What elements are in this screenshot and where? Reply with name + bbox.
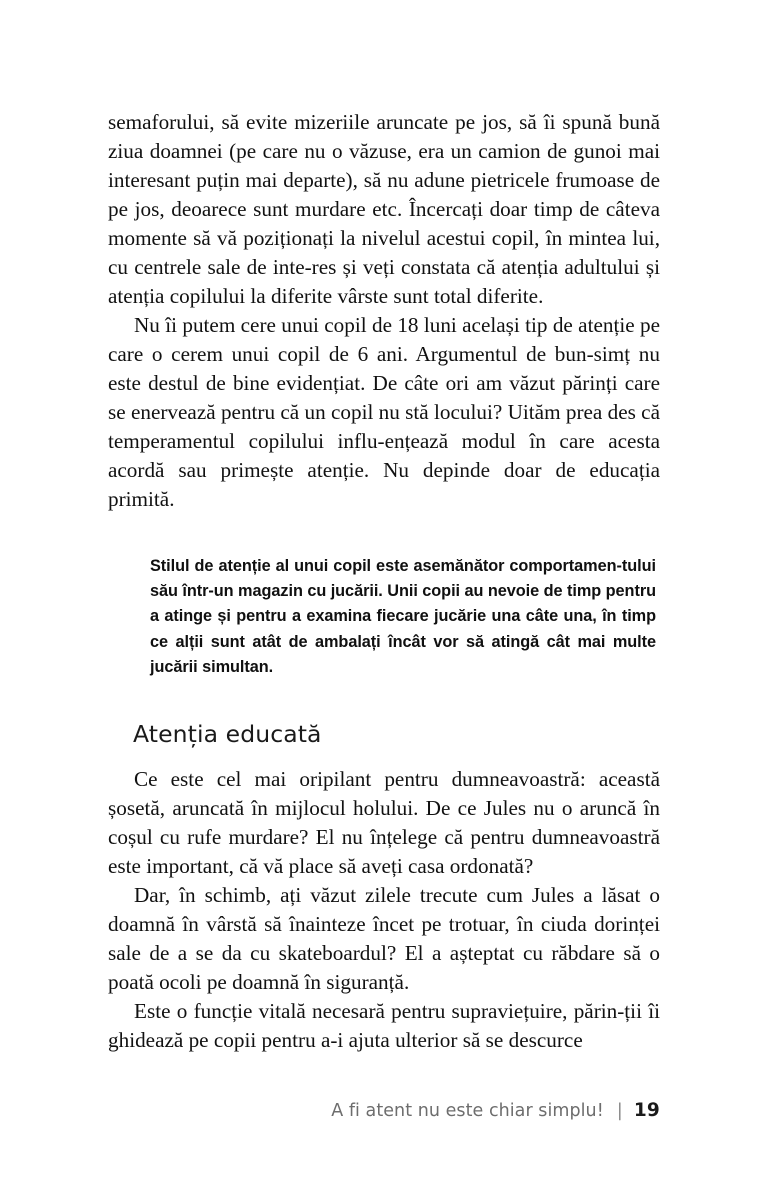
callout-text: Stilul de atenție al unui copil este asemănător comportamen-tului său într-un magazin cu jucării. Unii copii au nevoie de timp pentru a atinge și pentru a examina fiecare jucărie una câte una, în timp ce alții sunt atât de ambalați încât vor să atingă cât mai multe jucării simultan. — [150, 557, 656, 676]
paragraph-sosetă: Ce este cel mai oripilant pentru dumneavoastră: această șosetă, aruncată în mijlocul holului. De ce Jules nu o aruncă în coșul cu rufe murdare? El nu înțelege că pentru dumneavoastră este important, că vă place să aveți casa ordonată? — [108, 767, 660, 879]
text-column — [108, 108, 660, 1055]
paragraph-skateboard: Dar, în schimb, ați văzut zilele trecute cum Jules a lăsat o doamnă în vârstă să înainteze încet pe trotuar, în ciuda dorinței sale de a se da cu skateboardul? El a așteptat cu răbdare să o poată ocoli pe doamnă în siguranță. — [108, 883, 660, 995]
paragraph-second: Nu îi putem cere unui copil de 18 luni același tip de atenție pe care o cerem unui copil de 6 ani. Argumentul de bun-simț nu este destul de bine evidențiat. De câte ori am văzut părinți care se enervează pentru că un copil nu stă locului? Uităm prea des că temperamentul copilului influ-ențează modul în care acesta acordă sau primește atenție. Nu depinde doar de educația primită. — [108, 313, 660, 511]
paragraph-continued: semaforului, să evite mizeriile aruncate pe jos, să îi spună bună ziua doamnei (pe care nu o văzuse, era un camion de gunoi mai interesant puțin mai departe), să nu adune pietricele frumoase de pe jos, deoarece sunt murdare etc. Încercați doar timp de câteva momente să vă poziționați la nivelul acestui copil, în mintea lui, cu centrele sale de inte-res și veți constata că atenția adultului și atenția copilului la diferite vârste sunt total diferite. — [108, 110, 660, 308]
section-heading-block — [108, 719, 660, 749]
paragraph-functie-vitala: Este o funcție vitală necesară pentru supraviețuire, părin-ții îi ghidează pe copii pentru a-i ajuta ulterior să se descurce — [108, 999, 660, 1053]
running-title: A fi atent nu este chiar simplu! — [331, 1101, 604, 1121]
footer-separator: | — [616, 1100, 623, 1121]
callout-box — [108, 554, 660, 680]
page-footer — [108, 1100, 660, 1121]
page-number: 19 — [633, 1100, 660, 1121]
page-title: Atenția educată — [133, 720, 322, 749]
